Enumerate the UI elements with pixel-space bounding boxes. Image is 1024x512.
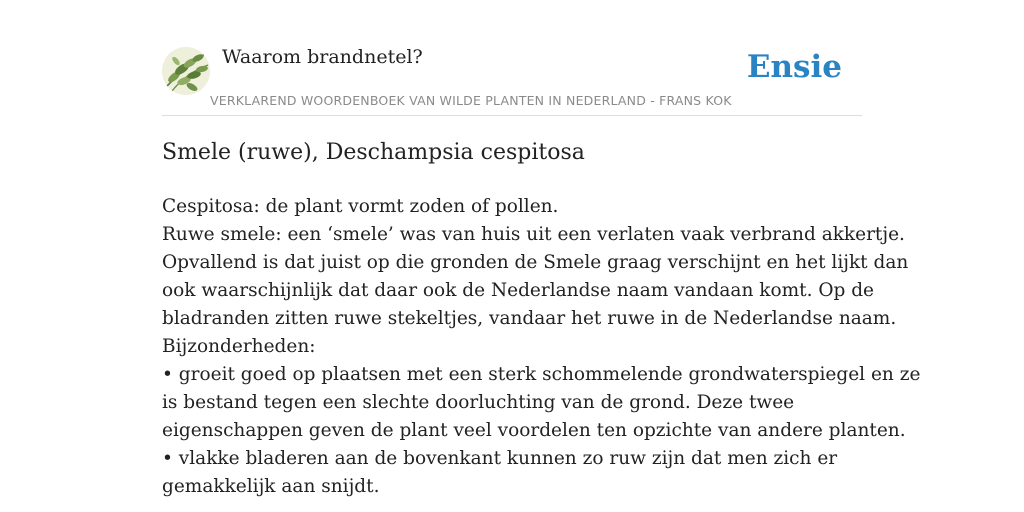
entry-title: Smele (ruwe), Deschampsia cespitosa xyxy=(162,140,585,165)
entry-line: bladranden zitten ruwe stekeltjes, vandaar het ruwe in de Nederlandse naam. xyxy=(162,308,897,329)
entry-line: Ruwe smele: een ‘smele’ was van huis uit een verlaten vaak verbrand akkertje. xyxy=(162,224,905,245)
entry-line: eigenschappen geven de plant veel voordelen ten opzichte van andere planten. xyxy=(162,420,906,441)
entry-line: ook waarschijnlijk dat daar ook de Nederlandse naam vandaan komt. Op de xyxy=(162,280,875,301)
entry-line: is bestand tegen een slechte doorluchting van de grond. Deze twee xyxy=(162,392,795,413)
page-header xyxy=(162,44,862,116)
book-title-link[interactable]: Waarom brandnetel? xyxy=(222,46,423,68)
entry-line: Bijzonderheden: xyxy=(162,336,316,357)
header-divider xyxy=(162,115,862,116)
entry-line: • vlakke bladeren aan de bovenkant kunnen zo ruw zijn dat men zich er xyxy=(162,448,838,469)
book-subtitle: VERKLAREND WOORDENBOEK VAN WILDE PLANTEN IN NEDERLAND - FRANS KOK xyxy=(210,93,732,108)
entry-body xyxy=(162,193,921,501)
ensie-logo[interactable]: Ensie xyxy=(746,49,842,85)
entry-line: Cespitosa: de plant vormt zoden of pollen. xyxy=(162,196,559,217)
entry-line: gemakkelijk aan snijdt. xyxy=(162,476,380,497)
nettle-plant-icon[interactable] xyxy=(162,47,210,95)
entry-line: Opvallend is dat juist op die gronden de Smele graag verschijnt en het lijkt dan xyxy=(162,252,909,273)
entry-line: • groeit goed op plaatsen met een sterk schommelende grondwaterspiegel en ze xyxy=(162,364,921,385)
